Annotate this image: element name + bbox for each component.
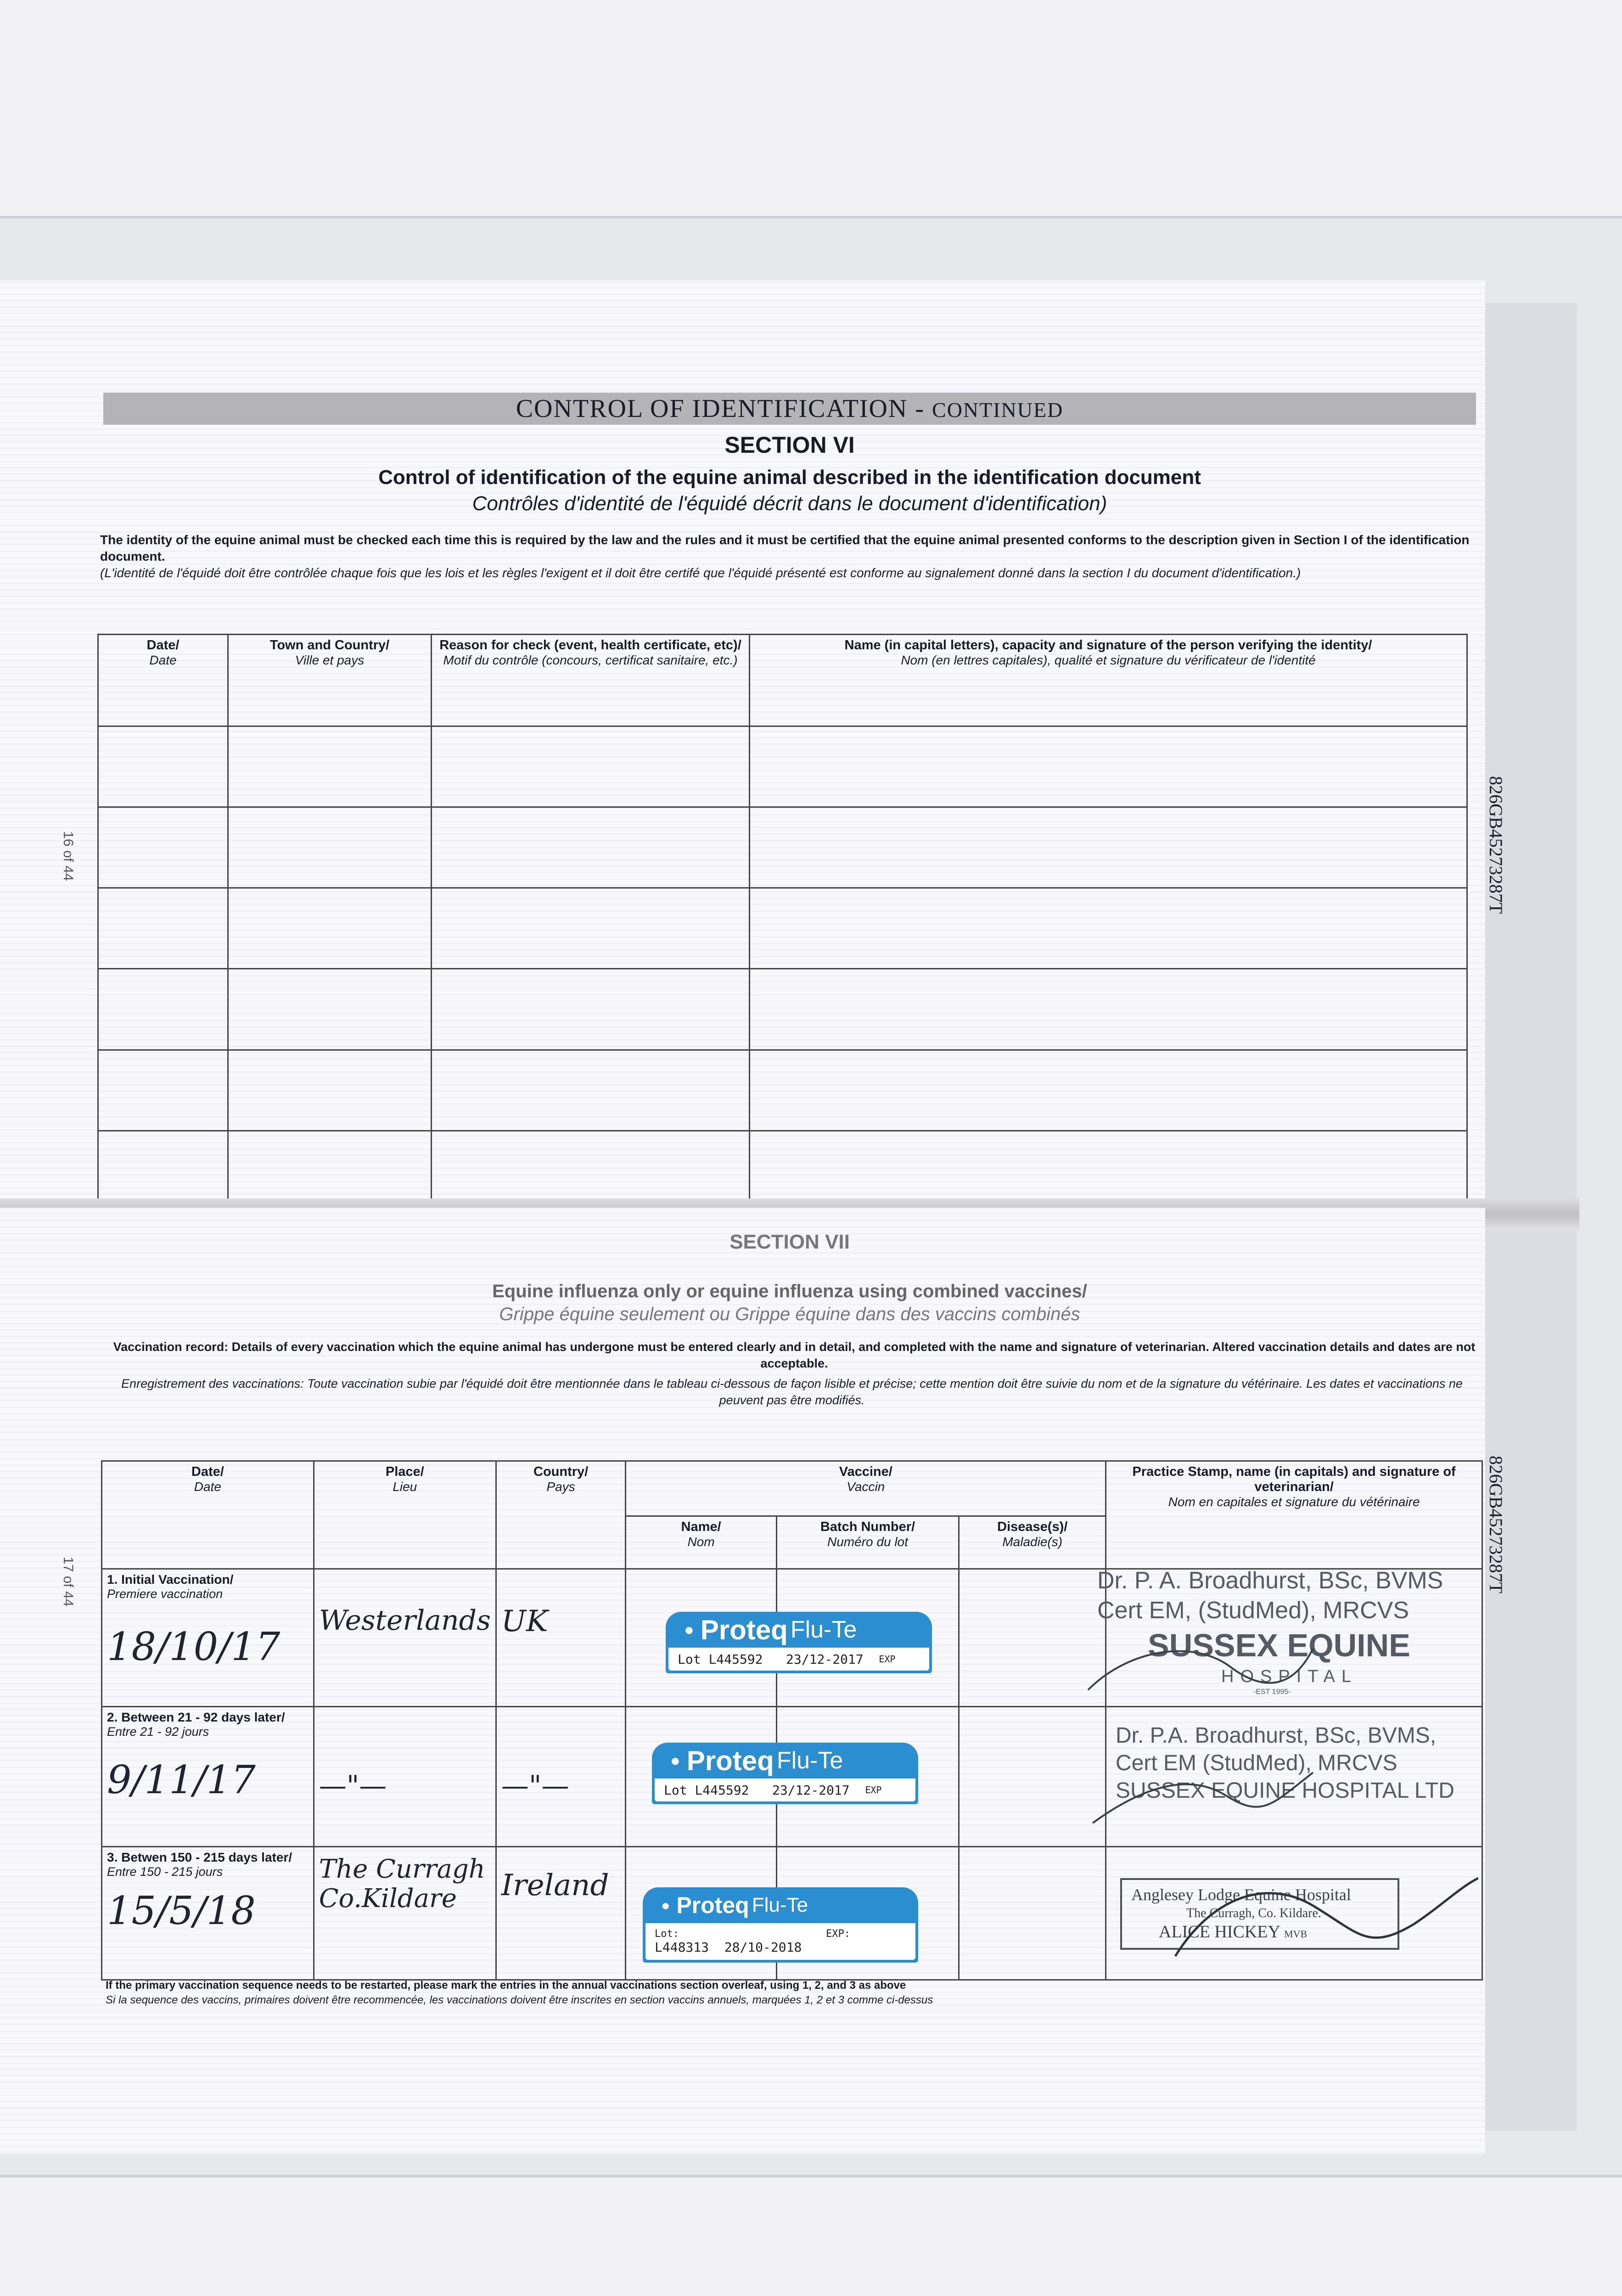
header-practice-stamp: Practice Stamp, name (in capitals) and signature of veterinarian/ Nom en capitales et signature du vétérinaire [1106,1461,1482,1569]
vaccination-country: Ireland [501,1868,609,1902]
vaccine-sticker: ● Proteq Flu-Te Lot L445592 23/12-2017 EXP [666,1612,932,1673]
vaccination-date: 15/5/18 [107,1888,256,1933]
page-16 [0,280,1506,1208]
signature-marks [1074,1557,1478,1970]
header-reason: Reason for check (event, health certificate, etc)/ Motif du contrôle (concours, certificat sanitaire, etc.) [432,635,750,726]
vaccination-place: Westerlands [319,1604,491,1637]
vaccination-place: The Curragh Co.Kildare [319,1854,485,1914]
page-number: 16 of 44 [61,831,76,881]
passport-id: 826GB45273287T [1486,1456,1506,1593]
page-edge [1485,303,1577,1199]
practice-stamp: Anglesey Lodge Equine Hospital The Curragh, Co. Kildare. ALICE HICKEY MVB [1120,1878,1399,1950]
passport-id: 826GB45273287T [1486,776,1506,914]
section-banner: CONTROL OF IDENTIFICATION - CONTINUED [103,393,1476,425]
intro-fr: Enregistrement des vaccinations: Toute vaccination subie par l'équidé doit être mentionnée dans le tableau ci-dessous de façon lisible et précise; cette mention doit être suivie du nom et de la signature du vétérinaire. Les dates et vaccinations ne peuvent pas être modifiés. [121,1377,1463,1407]
vaccination-date: 9/11/17 [107,1757,256,1802]
vaccination-country: —"— [501,1770,569,1802]
vaccination-country: UK [501,1604,548,1638]
title-en: Equine influenza only or equine influenza using combined vaccines/ [492,1281,1087,1301]
table-row [98,888,1467,969]
table-row [98,807,1467,888]
table-row [98,726,1467,807]
vaccination-1-cell: 1. Initial Vaccination/ Premiere vaccination 18/10/17 [102,1569,314,1707]
title-fr: Grippe équine seulement ou Grippe équine dans des vaccins combinés [499,1304,1080,1324]
footer-fr: Si la sequence des vaccins, primaires doivent être recommencée, les vaccinations doivent être inscrites en section vaccins annuels, marquées 1, 2 et 3 comme ci-dessus [106,1994,933,2006]
vaccination-3-cell: 3. Betwen 150 - 215 days later/ Entre 150 - 215 jours 15/5/18 [102,1847,314,1980]
practice-stamp: Dr. P. A. Broadhurst, BSc, BVMS Cert EM, (StudMed), MRCVS SUSSEX EQUINE HOSPITAL -EST 1995- [1097,1567,1443,1696]
footer-en: If the primary vaccination sequence needs to be restarted, please mark the entries in the annual vaccinations section overleaf, using 1, 2, and 3 as above [106,1979,906,1992]
section-title: SECTION VII [730,1231,850,1253]
header-place: Place/ Lieu [314,1461,496,1569]
header-date: Date/ Date [98,635,228,726]
header-verifier: Name (in capital letters), capacity and signature of the person verifying the identity/ Nom (en lettres capitales), qualité et signature du vérificateur de l'identité [750,635,1467,726]
drop-icon: ● [684,1620,694,1639]
vaccine-sticker: ● Proteq Flu-Te Lot: EXP: L448313 28/10-2018 [643,1887,918,1963]
drop-icon: ● [670,1751,680,1770]
identity-check-table [97,634,1468,1212]
header-country: Country/ Pays [496,1461,625,1569]
section-title: SECTION VI [724,432,855,458]
intro-en: The identity of the equine animal must be checked each time this is required by the law and the rules and it must be certified that the equine animal presented conforms to the description given in Section I of the identification document. [100,533,1470,564]
header-date: Date/ Date [102,1461,314,1569]
vaccination-place: —"— [319,1770,387,1802]
header-town-country: Town and Country/ Ville et pays [228,635,432,726]
vaccination-2-cell: 2. Between 21 - 92 days later/ Entre 21 - 92 jours 9/11/17 [102,1707,314,1847]
title-en: Control of identification of the equine animal described in the identification document [378,466,1201,489]
header-batch: Batch Number/ Numéro du lot [776,1516,959,1569]
vaccine-sticker: ● Proteq Flu-Te Lot L445592 23/12-2017 EXP [652,1743,918,1804]
page-number: 17 of 44 [61,1557,76,1607]
drop-icon: ● [661,1896,670,1913]
header-vaccine: Vaccine/ Vaccin [626,1461,1106,1516]
title-fr: Contrôles d'identité de l'équidé décrit dans le document d'identification) [472,492,1107,515]
header-vaccine-name: Name/ Nom [626,1516,776,1569]
practice-stamp: Dr. P.A. Broadhurst, BSc, BVMS, Cert EM (StudMed), MRCVS SUSSEX EQUINE HOSPITAL LTD [1116,1723,1454,1803]
intro-en: Vaccination record: Details of every vaccination which the equine animal has undergone must be entered clearly and in detail, and completed with the name and signature of veterinarian. Altered vaccination details and dates are not acceptable. [113,1340,1476,1371]
page-edge [1485,1231,1577,2131]
table-row [98,969,1467,1050]
intro-fr: (L'identité de l'équidé doit être contrôlée chaque fois que les lois et les règles l'exigent et il doit être certifé que l'équidé présenté est conforme au signalement donné dans la section I du document d'identification.) [100,566,1301,580]
page-17 [0,1208,1506,2154]
vaccination-date: 18/10/17 [107,1624,281,1669]
table-row [98,1050,1467,1131]
header-disease: Disease(s)/ Maladie(s) [959,1516,1106,1569]
